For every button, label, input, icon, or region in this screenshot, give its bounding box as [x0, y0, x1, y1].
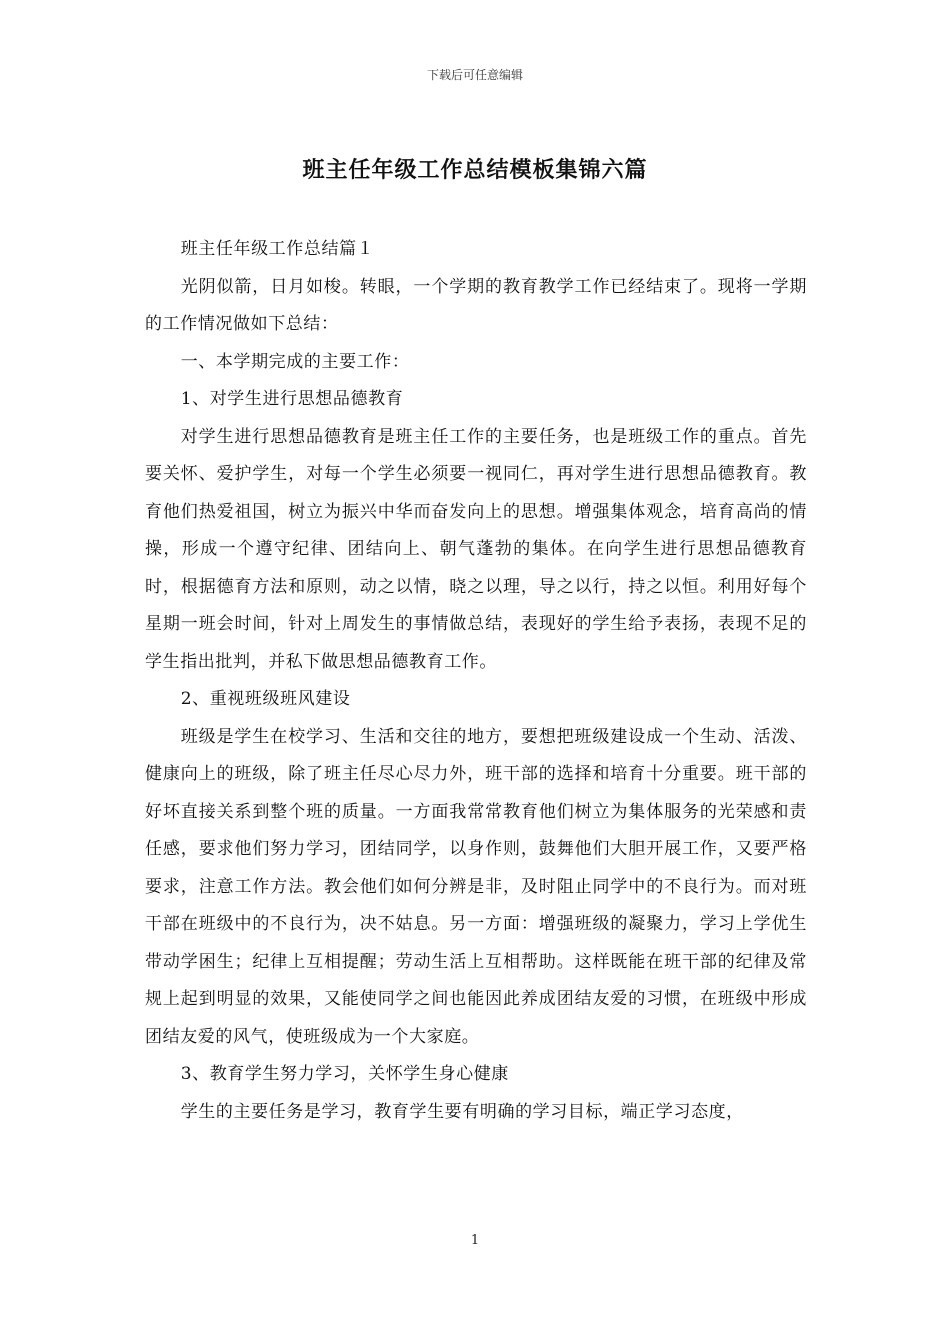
subsection-heading: 3、教育学生努力学习，关怀学生身心健康 [180, 1064, 509, 1084]
paragraph: 光阴似箭，日月如梭。转眼，一个学期的教育教学工作已经结束了。现将一学期的工作情况做如下总结： [145, 276, 807, 334]
subsection-heading: 2、重视班级班风建设 [180, 689, 351, 709]
section-heading: 一、本学期完成的主要工作： [180, 351, 410, 372]
page-header-note: 下载后可任意编辑 [426, 68, 523, 82]
paragraph: 学生的主要任务是学习，教育学生要有明确的学习目标，端正学习态度， [180, 1101, 744, 1122]
document-title: 班主任年级工作总结模板集锦六篇 [302, 158, 648, 183]
section-heading: 班主任年级工作总结篇１ [180, 239, 375, 259]
document-body [145, 231, 807, 1131]
page-number: 1 [470, 1233, 480, 1248]
paragraph: 班级是学生在校学习、生活和交往的地方，要想把班级建设成一个生动、活泼、健康向上的班级，除了班主任尽心尽力外，班干部的选择和培育十分重要。班干部的好坏直接关系到整个班的质量。一方面我常常教育他们树立为集体服务的光荣感和责任感，要求他们努力学习，团结同学，以身作则，鼓舞他们大胆开展工作，又要严格要求，注意工作方法。教会他们如何分辨是非，及时阻止同学中的不良行为。而对班干部在班级中的不良行为，决不姑息。另一方面：增强班级的凝聚力，学习上学优生带动学困生；纪律上互相提醒；劳动生活上互相帮助。这样既能在班干部的纪律及常规上起到明显的效果，又能使同学之间也能因此养成团结友爱的习惯，在班级中形成团结友爱的风气，使班级成为一个大家庭。 [145, 726, 807, 1047]
subsection-heading: 1、对学生进行思想品德教育 [180, 389, 404, 409]
paragraph: 对学生进行思想品德教育是班主任工作的主要任务，也是班级工作的重点。首先要关怀、爱护学生，对每一个学生必须要一视同仁，再对学生进行思想品德教育。教育他们热爱祖国，树立为振兴中华而奋发向上的思想。增强集体观念，培育高尚的情操，形成一个遵守纪律、团结向上、朝气蓬勃的集体。在向学生进行思想品德教育时，根据德育方法和原则，动之以情，晓之以理，导之以行，持之以恒。利用好每个星期一班会时间，针对上周发生的事情做总结，表现好的学生给予表扬，表现不足的学生指出批判，并私下做思想品德教育工作。 [145, 426, 807, 672]
